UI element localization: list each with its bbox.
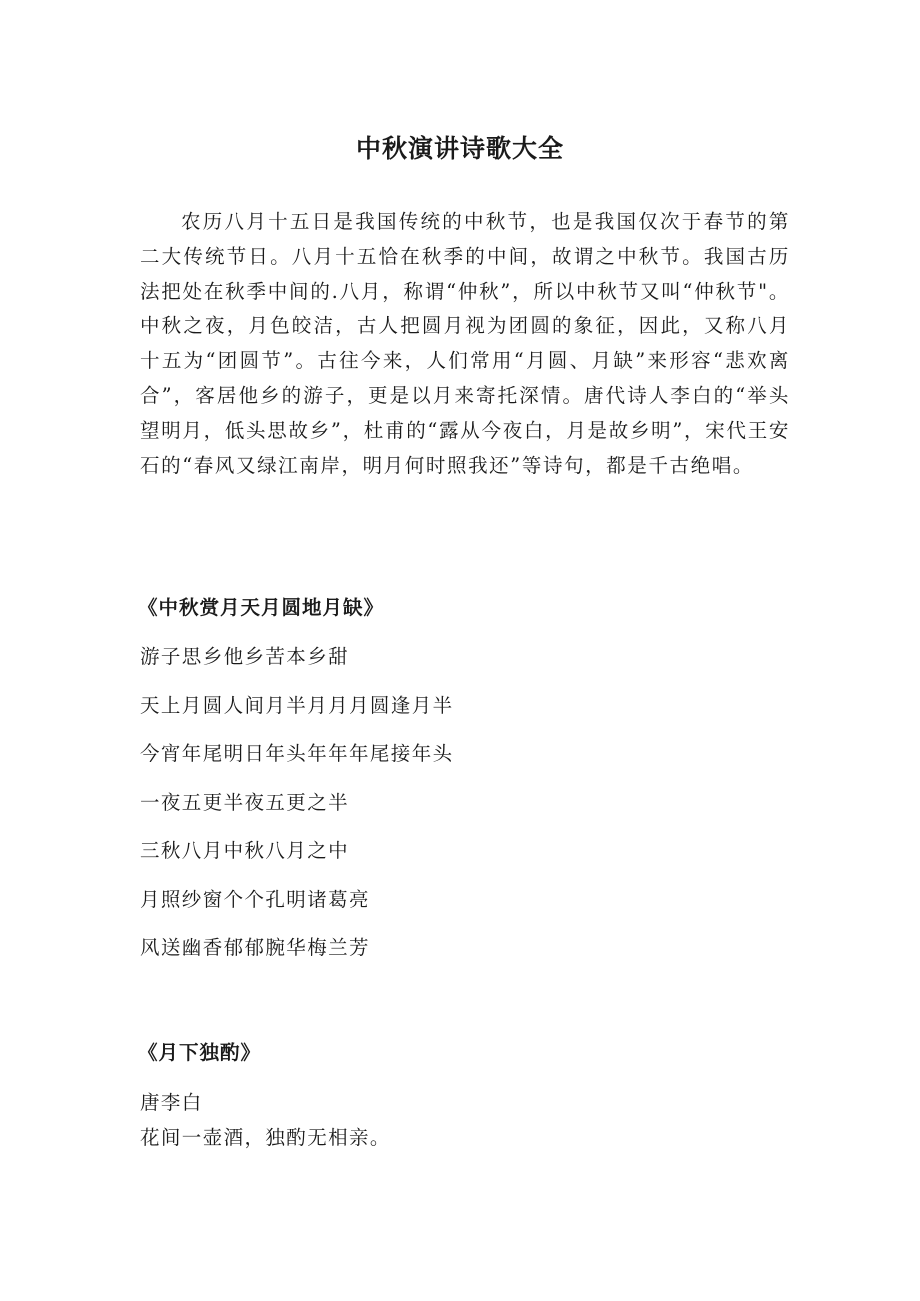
poem-line: 风送幽香郁郁腕华梅兰芳 bbox=[140, 936, 370, 959]
poem-lines bbox=[140, 1088, 391, 1157]
poem-line: 花间一壶酒，独酌无相亲。 bbox=[140, 1125, 391, 1149]
poem-lines bbox=[140, 642, 454, 982]
poem-line: 月照纱窗个个孔明诸葛亮 bbox=[140, 887, 370, 911]
poem-line: 天上月圆人间月半月月月圆逢月半 bbox=[140, 693, 454, 717]
poem-author: 唐李白 bbox=[140, 1091, 203, 1114]
poem-title: 《中秋赏月天月圆地月缺》 bbox=[138, 596, 385, 619]
intro-paragraph: 农历八月十五日是我国传统的中秋节，也是我国仅次于春节的第二大传统节日。八月十五恰在秋季的中间，故谓之中秋节。我国古历法把处在秋季中间的.八月，称谓“仲秋”，所以中秋节又叫“仲秋节"。中秋之夜，月色皎洁，古人把圆月视为团圆的象征，因此，又称八月十五为“团圆节”。古往今来，人们常用“月圆、月缺”来形容“悲欢离合”，客居他乡的游子，更是以月来寄托深情。唐代诗人李白的“举头望明月，低头思故乡”，杜甫的“露从今夜白，月是故乡明”，宋代王安石的“春风又绿江南岸，明月何时照我还”等诗句，都是千古绝唱。 bbox=[140, 210, 790, 477]
document-title: 中秋演讲诗歌大全 bbox=[355, 133, 564, 163]
poem-line: 今宵年尾明日年头年年年尾接年头 bbox=[140, 742, 454, 765]
poem-title: 《月下独酌》 bbox=[138, 1041, 262, 1064]
poem-line: 三秋八月中秋八月之中 bbox=[140, 839, 350, 862]
poem-line: 一夜五更半夜五更之半 bbox=[140, 790, 350, 814]
poem-line: 游子思乡他乡苦本乡甜 bbox=[140, 645, 350, 668]
